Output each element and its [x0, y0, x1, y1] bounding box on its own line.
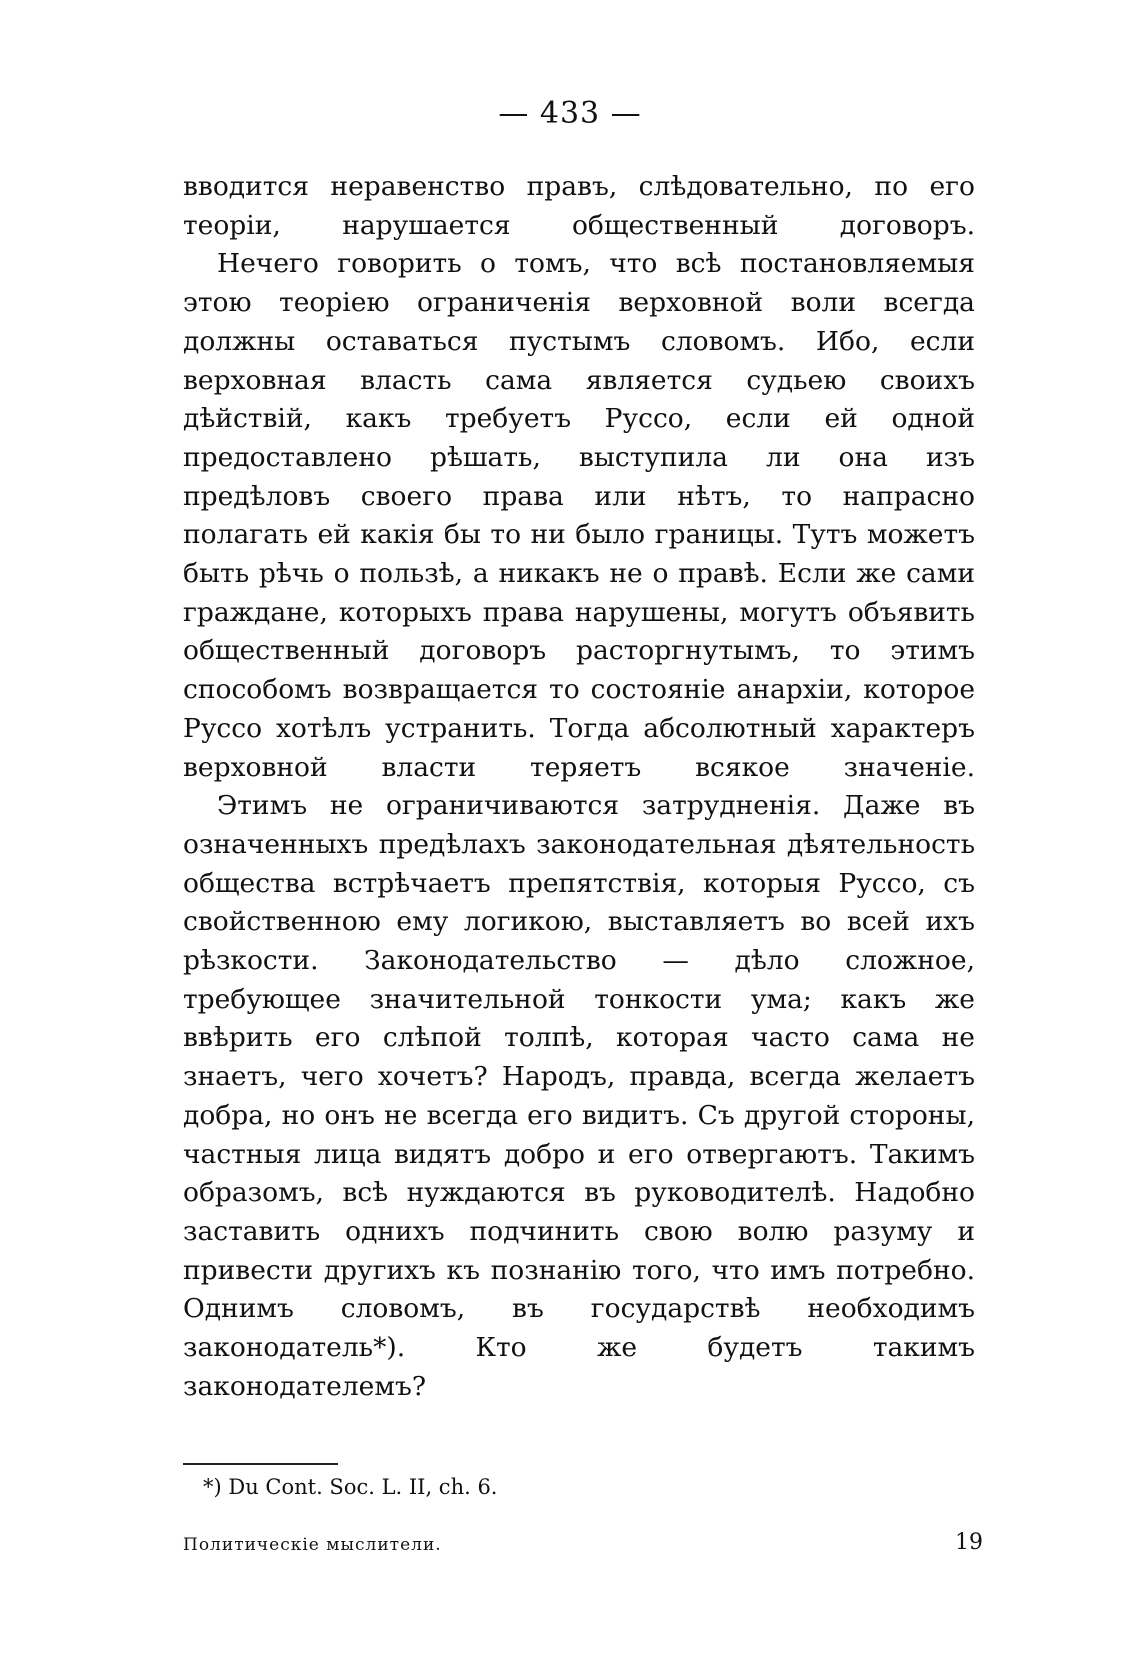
sheet-number: 19: [955, 1530, 983, 1555]
paragraph-2: Нечего говорить о томъ, что всѣ постановляемыя этою теоріею ограниченія верховной воли всегда должны оставаться пустымъ словомъ. Ибо, если верховная власть сама является судьею своихъ дѣйствій, какъ требуетъ Руссо, если ей одной предоставлено рѣшать, выступила ли она изъ предѣловъ своего права или нѣтъ, то напрасно полагать ей какія бы то ни было границы. Тутъ можетъ быть рѣчь о пользѣ, а никакъ не о правѣ. Если же сами граждане, которыхъ права нарушены, могутъ объявить общественный договоръ расторгнутымъ, то этимъ способомъ возвращается то состояніе анархіи, которое Руссо хотѣлъ устранить. Тогда абсолютный характеръ верховной власти теряетъ всякое значеніе.: [183, 248, 975, 783]
signature-title: Политическіе мыслители.: [183, 1535, 442, 1555]
paragraph-3: Этимъ не ограничиваются затрудненія. Даже въ означенныхъ предѣлахъ законодательная дѣятельность общества встрѣчаетъ препятствія, которыя Руссо, съ свойственною ему логикою, выставляетъ во всей ихъ рѣзкости. Законодательство — дѣло сложное, требующее значительной тонкости ума; какъ же ввѣрить его слѣпой толпѣ, которая часто сама не знаетъ, чего хочетъ? Народъ, правда, всегда желаетъ добра, но онъ не всегда его видитъ. Съ другой стороны, частныя лица видятъ добро и его отвергаютъ. Такимъ образомъ, всѣ нуждаются въ руководителѣ. Надобно заставить однихъ подчинить свою волю разуму и привести другихъ къ познанію того, что имъ потребно. Однимъ словомъ, въ государствѣ необходимъ законодатель*). Кто же будетъ такимъ законодателемъ?: [183, 790, 975, 1402]
footnote-divider: [183, 1463, 338, 1465]
body-text: [183, 168, 975, 1407]
footnote: *) Du Cont. Soc. L. II, ch. 6.: [203, 1475, 498, 1499]
page-number: — 433 —: [498, 96, 642, 131]
paragraph-1: вводится неравенство правъ, слѣдовательно, по его теоріи, нарушается общественный договоръ.: [183, 171, 975, 241]
